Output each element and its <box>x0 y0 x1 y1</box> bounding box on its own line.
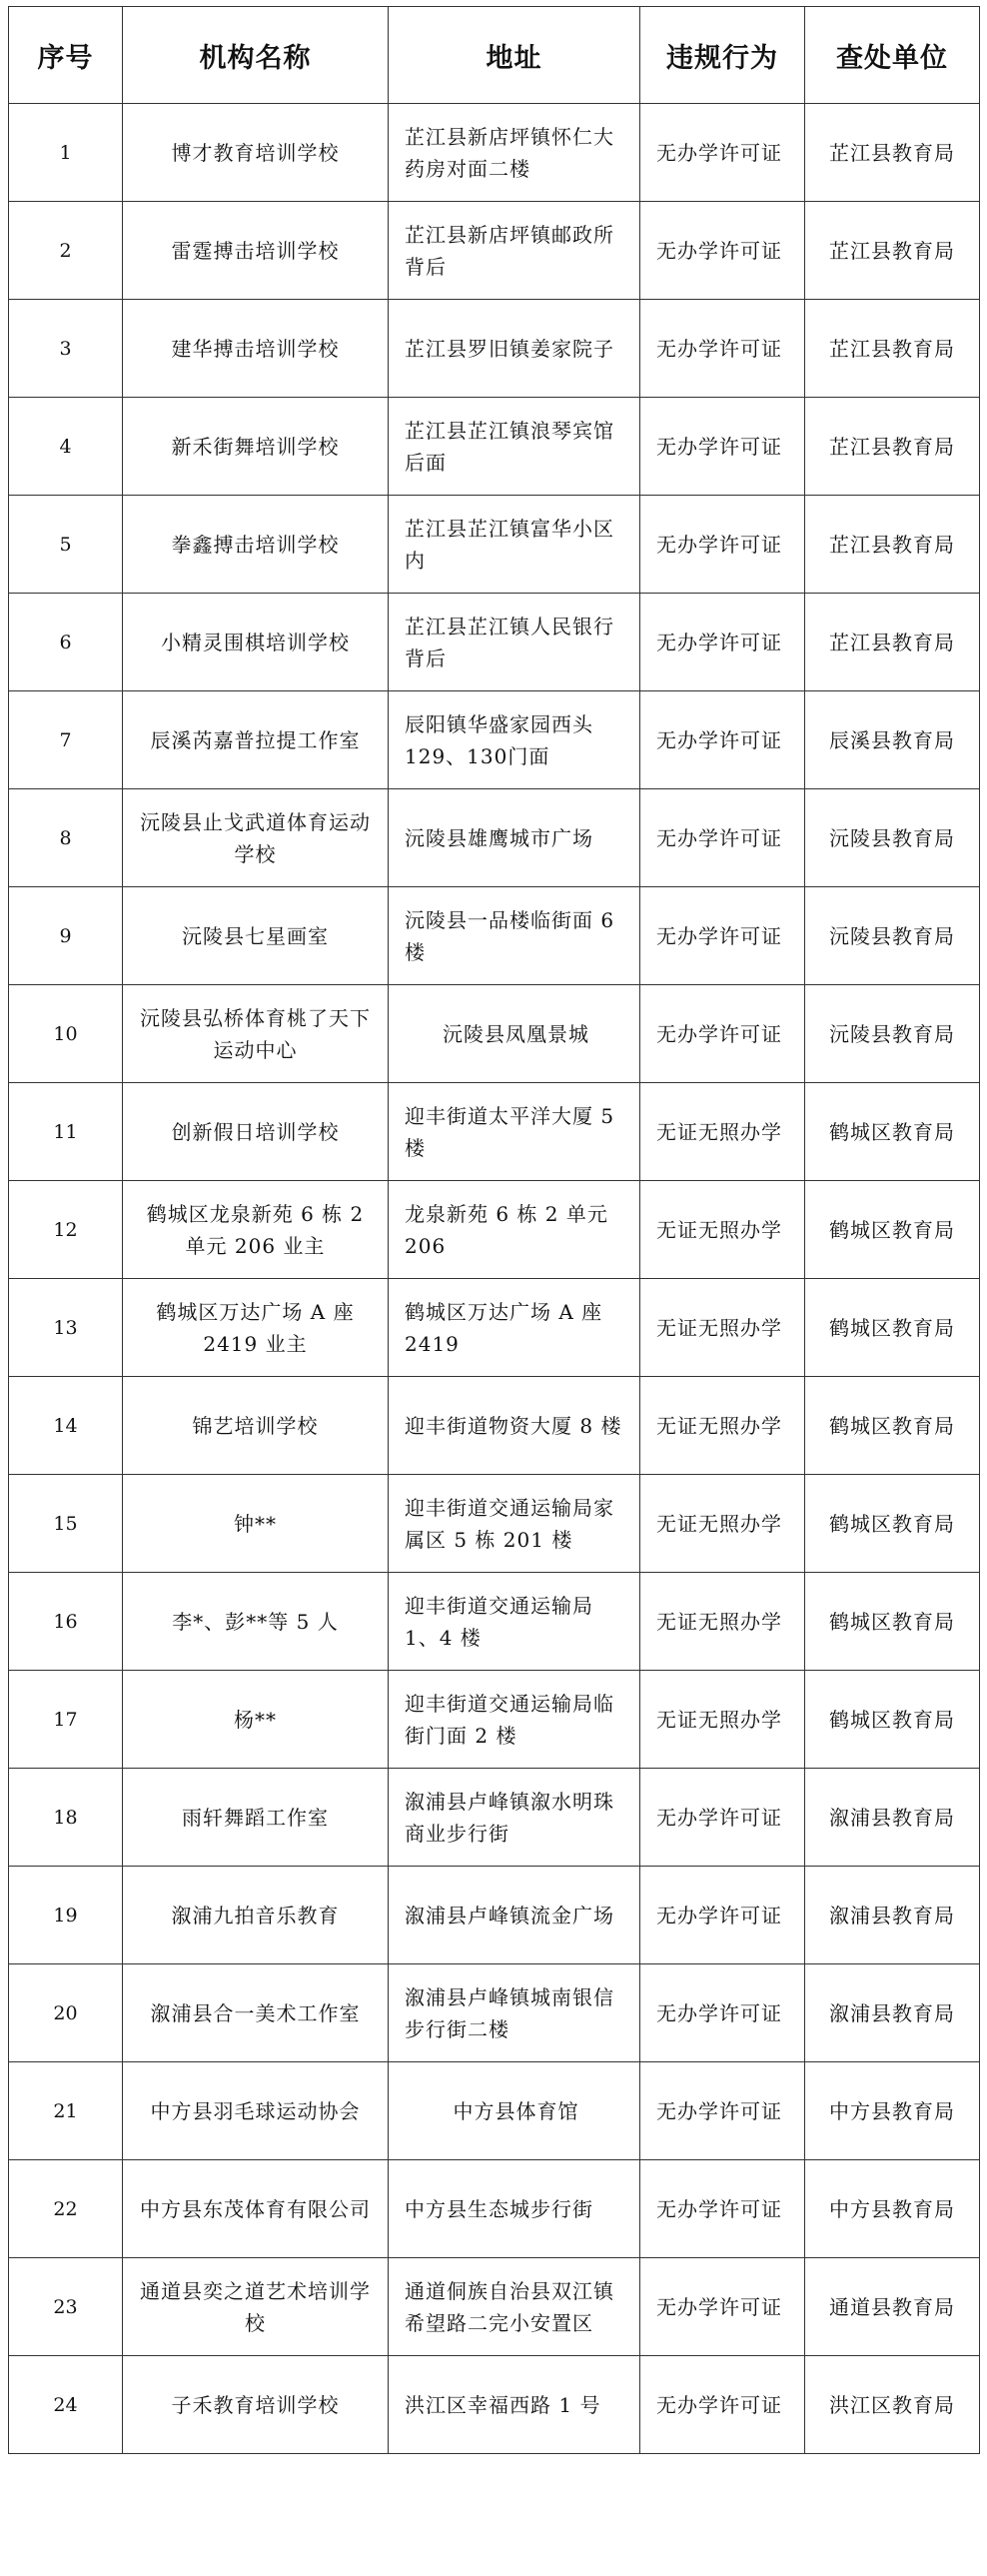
cell-address: 迎丰街道物资大厦 8 楼 <box>389 1377 640 1475</box>
table-row <box>9 2062 980 2160</box>
header-violation: 违规行为 <box>640 7 805 104</box>
cell-violation: 无办学许可证 <box>640 1769 805 1867</box>
cell-violation: 无办学许可证 <box>640 594 805 691</box>
cell-name: 雨轩舞蹈工作室 <box>123 1769 389 1867</box>
table-row <box>9 1769 980 1867</box>
cell-violation: 无办学许可证 <box>640 887 805 985</box>
cell-no: 12 <box>9 1181 123 1279</box>
cell-unit: 通道县教育局 <box>805 2258 980 2356</box>
cell-unit: 鹤城区教育局 <box>805 1181 980 1279</box>
cell-unit: 鹤城区教育局 <box>805 1279 980 1377</box>
cell-address: 迎丰街道太平洋大厦 5 楼 <box>389 1083 640 1181</box>
cell-violation: 无办学许可证 <box>640 496 805 594</box>
cell-no: 21 <box>9 2062 123 2160</box>
table-body <box>9 104 980 2454</box>
table-row <box>9 496 980 594</box>
cell-no: 3 <box>9 300 123 398</box>
cell-address: 沅陵县雄鹰城市广场 <box>389 789 640 887</box>
cell-name: 建华搏击培训学校 <box>123 300 389 398</box>
cell-no: 6 <box>9 594 123 691</box>
cell-violation: 无办学许可证 <box>640 398 805 496</box>
cell-name: 溆浦九拍音乐教育 <box>123 1867 389 1964</box>
cell-unit: 中方县教育局 <box>805 2062 980 2160</box>
cell-address: 中方县体育馆 <box>389 2062 640 2160</box>
cell-violation: 无证无照办学 <box>640 1475 805 1573</box>
cell-no: 13 <box>9 1279 123 1377</box>
cell-name: 沅陵县七星画室 <box>123 887 389 985</box>
cell-address: 沅陵县一品楼临街面 6 楼 <box>389 887 640 985</box>
header-row <box>9 7 980 104</box>
header-name: 机构名称 <box>123 7 389 104</box>
cell-violation: 无办学许可证 <box>640 2258 805 2356</box>
cell-unit: 芷江县教育局 <box>805 300 980 398</box>
table-row <box>9 2160 980 2258</box>
cell-violation: 无办学许可证 <box>640 2356 805 2454</box>
cell-name: 鹤城区龙泉新苑 6 栋 2 单元 206 业主 <box>123 1181 389 1279</box>
cell-unit: 洪江区教育局 <box>805 2356 980 2454</box>
table-row <box>9 887 980 985</box>
cell-violation: 无证无照办学 <box>640 1083 805 1181</box>
cell-name: 创新假日培训学校 <box>123 1083 389 1181</box>
cell-unit: 溆浦县教育局 <box>805 1964 980 2062</box>
cell-violation: 无证无照办学 <box>640 1181 805 1279</box>
cell-violation: 无证无照办学 <box>640 1671 805 1769</box>
table-row <box>9 1867 980 1964</box>
header-no: 序号 <box>9 7 123 104</box>
table-row <box>9 398 980 496</box>
cell-no: 15 <box>9 1475 123 1573</box>
cell-no: 7 <box>9 691 123 789</box>
cell-name: 李*、彭**等 5 人 <box>123 1573 389 1671</box>
cell-unit: 溆浦县教育局 <box>805 1867 980 1964</box>
cell-unit: 芷江县教育局 <box>805 398 980 496</box>
cell-no: 18 <box>9 1769 123 1867</box>
cell-address: 中方县生态城步行街 <box>389 2160 640 2258</box>
cell-no: 22 <box>9 2160 123 2258</box>
cell-violation: 无办学许可证 <box>640 985 805 1083</box>
cell-unit: 沅陵县教育局 <box>805 887 980 985</box>
cell-name: 锦艺培训学校 <box>123 1377 389 1475</box>
cell-address: 芷江县新店坪镇邮政所背后 <box>389 202 640 300</box>
cell-unit: 溆浦县教育局 <box>805 1769 980 1867</box>
cell-unit: 芷江县教育局 <box>805 104 980 202</box>
cell-name: 辰溪芮嘉普拉提工作室 <box>123 691 389 789</box>
table-row <box>9 1181 980 1279</box>
table-row <box>9 1573 980 1671</box>
table-container <box>8 6 979 2454</box>
cell-unit: 中方县教育局 <box>805 2160 980 2258</box>
cell-name: 钟** <box>123 1475 389 1573</box>
cell-address: 迎丰街道交通运输局家属区 5 栋 201 楼 <box>389 1475 640 1573</box>
cell-unit: 沅陵县教育局 <box>805 985 980 1083</box>
cell-name: 博才教育培训学校 <box>123 104 389 202</box>
cell-name: 鹤城区万达广场 A 座 2419 业主 <box>123 1279 389 1377</box>
cell-address: 迎丰街道交通运输局临街门面 2 楼 <box>389 1671 640 1769</box>
table-row <box>9 2356 980 2454</box>
cell-unit: 鹤城区教育局 <box>805 1377 980 1475</box>
cell-no: 9 <box>9 887 123 985</box>
table-row <box>9 691 980 789</box>
cell-name: 中方县东茂体育有限公司 <box>123 2160 389 2258</box>
cell-violation: 无办学许可证 <box>640 2160 805 2258</box>
cell-address: 芷江县芷江镇浪琴宾馆后面 <box>389 398 640 496</box>
cell-no: 17 <box>9 1671 123 1769</box>
cell-address: 辰阳镇华盛家园西头 129、130门面 <box>389 691 640 789</box>
cell-no: 1 <box>9 104 123 202</box>
table-row <box>9 202 980 300</box>
cell-no: 2 <box>9 202 123 300</box>
cell-unit: 芷江县教育局 <box>805 496 980 594</box>
table-row <box>9 1964 980 2062</box>
cell-address: 芷江县罗旧镇姜家院子 <box>389 300 640 398</box>
table-row <box>9 1279 980 1377</box>
cell-violation: 无办学许可证 <box>640 1867 805 1964</box>
cell-address: 迎丰街道交通运输局 1、4 楼 <box>389 1573 640 1671</box>
cell-address: 芷江县芷江镇富华小区内 <box>389 496 640 594</box>
header-unit: 查处单位 <box>805 7 980 104</box>
cell-violation: 无办学许可证 <box>640 2062 805 2160</box>
cell-address: 洪江区幸福西路 1 号 <box>389 2356 640 2454</box>
table-row <box>9 1083 980 1181</box>
table-row <box>9 1671 980 1769</box>
table-row <box>9 300 980 398</box>
cell-violation: 无办学许可证 <box>640 691 805 789</box>
cell-no: 4 <box>9 398 123 496</box>
cell-address: 鹤城区万达广场 A 座 2419 <box>389 1279 640 1377</box>
table-row <box>9 985 980 1083</box>
cell-no: 23 <box>9 2258 123 2356</box>
cell-unit: 沅陵县教育局 <box>805 789 980 887</box>
cell-name: 沅陵县弘桥体育桃了天下运动中心 <box>123 985 389 1083</box>
cell-unit: 鹤城区教育局 <box>805 1671 980 1769</box>
cell-unit: 鹤城区教育局 <box>805 1475 980 1573</box>
cell-address: 芷江县新店坪镇怀仁大药房对面二楼 <box>389 104 640 202</box>
cell-name: 溆浦县合一美术工作室 <box>123 1964 389 2062</box>
cell-name: 新禾街舞培训学校 <box>123 398 389 496</box>
cell-address: 沅陵县凤凰景城 <box>389 985 640 1083</box>
violations-table <box>8 6 980 2454</box>
cell-name: 中方县羽毛球运动协会 <box>123 2062 389 2160</box>
cell-violation: 无证无照办学 <box>640 1279 805 1377</box>
cell-violation: 无办学许可证 <box>640 104 805 202</box>
cell-violation: 无证无照办学 <box>640 1377 805 1475</box>
cell-no: 20 <box>9 1964 123 2062</box>
cell-no: 11 <box>9 1083 123 1181</box>
cell-name: 小精灵围棋培训学校 <box>123 594 389 691</box>
cell-unit: 芷江县教育局 <box>805 202 980 300</box>
cell-violation: 无办学许可证 <box>640 300 805 398</box>
table-row <box>9 1377 980 1475</box>
cell-address: 通道侗族自治县双江镇希望路二完小安置区 <box>389 2258 640 2356</box>
cell-name: 杨** <box>123 1671 389 1769</box>
cell-no: 10 <box>9 985 123 1083</box>
cell-name: 通道县奕之道艺术培训学校 <box>123 2258 389 2356</box>
cell-name: 拳鑫搏击培训学校 <box>123 496 389 594</box>
header-address: 地址 <box>389 7 640 104</box>
cell-no: 19 <box>9 1867 123 1964</box>
cell-violation: 无办学许可证 <box>640 1964 805 2062</box>
cell-no: 24 <box>9 2356 123 2454</box>
cell-no: 8 <box>9 789 123 887</box>
cell-violation: 无办学许可证 <box>640 789 805 887</box>
cell-address: 芷江县芷江镇人民银行背后 <box>389 594 640 691</box>
cell-name: 雷霆搏击培训学校 <box>123 202 389 300</box>
cell-no: 16 <box>9 1573 123 1671</box>
cell-name: 沅陵县止戈武道体育运动学校 <box>123 789 389 887</box>
cell-violation: 无证无照办学 <box>640 1573 805 1671</box>
cell-name: 子禾教育培训学校 <box>123 2356 389 2454</box>
cell-no: 14 <box>9 1377 123 1475</box>
cell-address: 溆浦县卢峰镇城南银信步行街二楼 <box>389 1964 640 2062</box>
cell-violation: 无办学许可证 <box>640 202 805 300</box>
cell-unit: 鹤城区教育局 <box>805 1573 980 1671</box>
cell-address: 龙泉新苑 6 栋 2 单元 206 <box>389 1181 640 1279</box>
cell-address: 溆浦县卢峰镇流金广场 <box>389 1867 640 1964</box>
table-row <box>9 789 980 887</box>
table-row <box>9 594 980 691</box>
cell-unit: 芷江县教育局 <box>805 594 980 691</box>
table-row <box>9 2258 980 2356</box>
cell-no: 5 <box>9 496 123 594</box>
cell-address: 溆浦县卢峰镇溆水明珠商业步行街 <box>389 1769 640 1867</box>
cell-unit: 辰溪县教育局 <box>805 691 980 789</box>
table-row <box>9 104 980 202</box>
cell-unit: 鹤城区教育局 <box>805 1083 980 1181</box>
table-row <box>9 1475 980 1573</box>
